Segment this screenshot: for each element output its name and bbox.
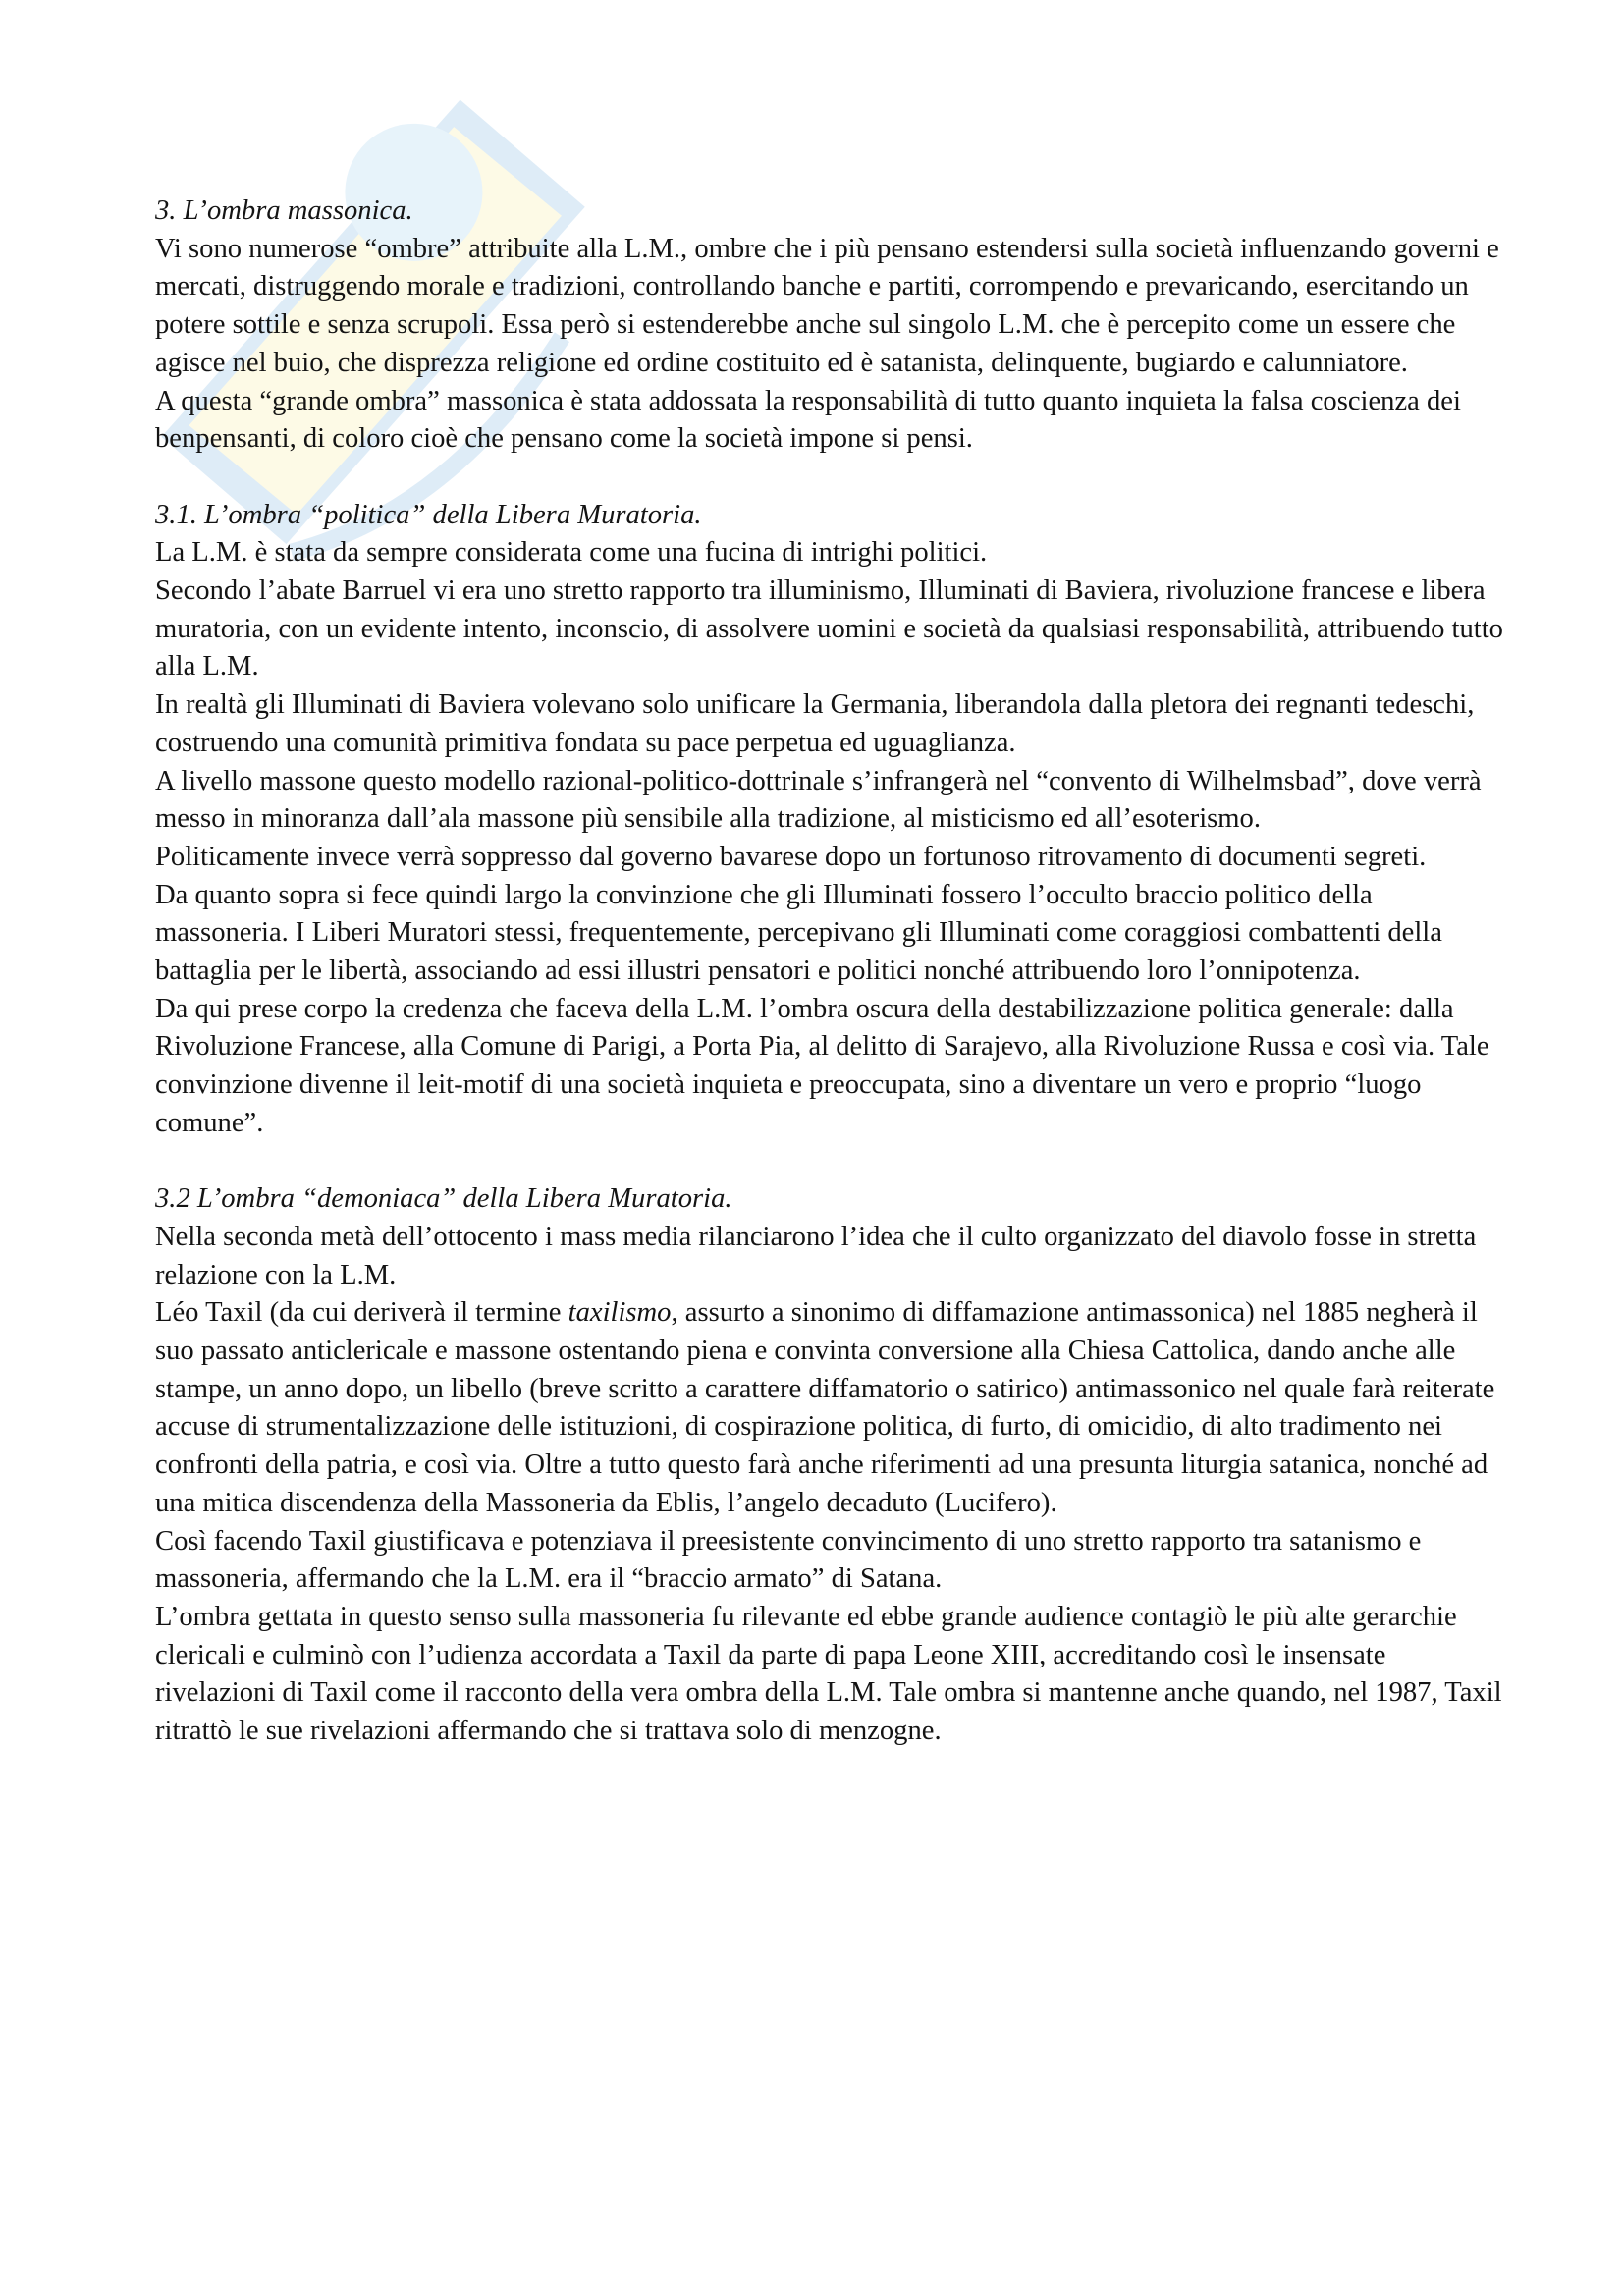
section-heading: 3.1. L’ombra “politica” della Libera Muratoria.: [155, 499, 702, 530]
section-heading: 3. L’ombra massonica.: [155, 195, 413, 226]
paragraph: Secondo l’abate Barruel vi era uno stretto rapporto tra illuminismo, Illuminati di Baviera, rivoluzione francese e libera muratoria, con un evidente intento, inconscio, di assolvere uomini e società da qualsiasi responsabilità, attribuendo tutto alla L.M.: [155, 575, 1503, 683]
section-ombra-massonica: [155, 192, 1510, 459]
section-ombra-politica: [155, 497, 1510, 1143]
paragraph: A livello massone questo modello razional-politico-dottrinale s’infrangerà nel “convento di Wilhelmsbad”, dove verrà messo in minoranza dall’ala massone più sensibile alla tradizione, al misticismo ed all’esoterismo.: [155, 765, 1482, 835]
paragraph: Politicamente invece verrà soppresso dal governo bavarese dopo un fortunoso ritrovamento di documenti segreti.: [155, 841, 1427, 872]
paragraph: Da quanto sopra si fece quindi largo la convinzione che gli Illuminati fossero l’occulto braccio politico della massoneria. I Liberi Muratori stessi, frequentemente, percepivano gli Illuminati come coraggiosi combattenti della battaglia per le libertà, associando ad essi illustri pensatori e politici nonché attribuendo loro l’onnipotenza.: [155, 879, 1442, 987]
paragraph-taxil: [155, 1294, 1510, 1522]
paragraph: L’ombra gettata in questo senso sulla massoneria fu rilevante ed ebbe grande audience contagiò le più alte gerarchie clericali e culminò con l’udienza accordata a Taxil da parte di papa Leone XIII, accreditando così le insensate rivelazioni di Taxil come il racconto della vera ombra della L.M. Tale ombra si mantenne anche quando, nel 1987, Taxil ritrattò le sue rivelazioni affermando che si trattava solo di menzogne.: [155, 1601, 1502, 1747]
paragraph-text: , assurto a sinonimo di diffamazione antimassonica) nel 1885 negherà il suo passato anticlericale e massone ostentando piena e convinta conversione alla Chiesa Cattolica, dando anche alle stampe, un anno dopo, un libello (breve scritto a carattere diffamatorio o satirico) antimassonico nel quale farà reiterate accuse di strumentalizzazione delle istituzioni, di cospirazione politica, di furto, di omicidio, di alto tradimento nei confronti della patria, e così via. Oltre a tutto questo farà anche riferimenti ad una presunta liturgia satanica, nonché ad una mitica discendenza della Massoneria da Eblis, l’angelo decaduto (Lucifero).: [155, 1297, 1495, 1518]
document-page: [155, 192, 1510, 1788]
paragraph: In realtà gli Illuminati di Baviera volevano solo unificare la Germania, liberandola dalla pletora dei regnanti tedeschi, costruendo una comunità primitiva fondata su pace perpetua ed uguaglianza.: [155, 689, 1475, 758]
emphasized-term: taxilismo: [568, 1297, 672, 1329]
paragraph: A questa “grande ombra” massonica è stata addossata la responsabilità di tutto quanto inquieta la falsa coscienza dei benpensanti, di coloro cioè che pensano come la società impone si pensi.: [155, 385, 1461, 455]
paragraph: Da qui prese corpo la credenza che faceva della L.M. l’ombra oscura della destabilizzazione politica generale: dalla Rivoluzione Francese, alla Comune di Parigi, a Porta Pia, al delitto di Sarajevo, alla Rivoluzione Russa e così via. Tale convinzione divenne il leit-motif di una società inquieta e preoccupata, sino a diventare un vero e proprio “luogo comune”.: [155, 993, 1489, 1138]
paragraph: Così facendo Taxil giustificava e potenziava il preesistente convincimento di uno stretto rapporto tra satanismo e massoneria, affermando che la L.M. era il “braccio armato” di Satana.: [155, 1525, 1422, 1595]
section-heading: 3.2 L’ombra “demoniaca” della Libera Muratoria.: [155, 1183, 732, 1215]
paragraph: Vi sono numerose “ombre” attribuite alla L.M., ombre che i più pensano estendersi sulla società influenzando governi e mercati, distruggendo morale e tradizioni, controllando banche e partiti, corrompendo e prevaricando, esercitando un potere sottile e senza scrupoli. Essa però si estenderebbe anche sul singolo L.M. che è percepito come un essere che agisce nel buio, che disprezza religione ed ordine costituito ed è satanista, delinquente, bugiardo e calunniatore.: [155, 233, 1499, 378]
paragraph-text: Léo Taxil (da cui deriverà il termine: [155, 1297, 568, 1329]
paragraph: Nella seconda metà dell’ottocento i mass media rilanciarono l’idea che il culto organizzato del diavolo fosse in stretta relazione con la L.M.: [155, 1221, 1477, 1290]
paragraph: La L.M. è stata da sempre considerata come una fucina di intrighi politici.: [155, 537, 988, 569]
section-ombra-demoniaca: [155, 1180, 1510, 1751]
